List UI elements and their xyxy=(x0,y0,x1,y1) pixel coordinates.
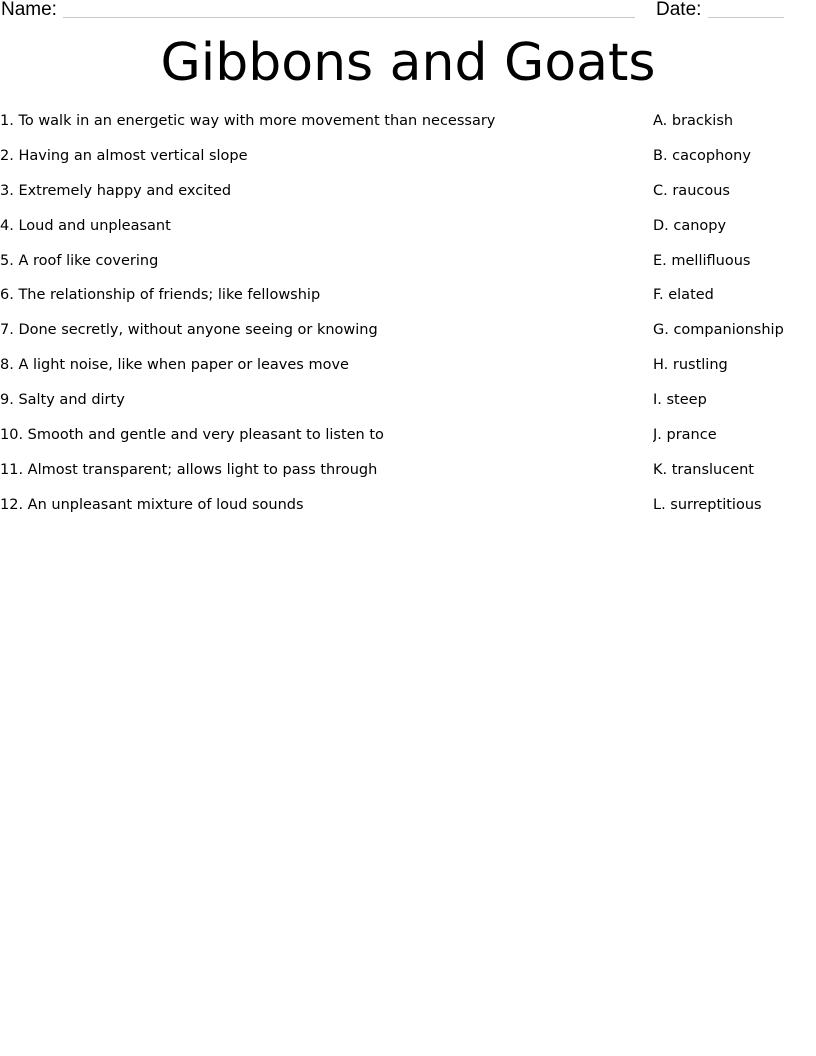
word-bank-item: A. brackish xyxy=(653,113,734,129)
word-bank-item: F. elated xyxy=(653,287,714,304)
clue-item: 12. An unpleasant mixture of loud sounds xyxy=(0,496,304,513)
header-row xyxy=(0,0,816,24)
clue-item: 6. The relationship of friends; like fellowship xyxy=(0,287,321,304)
name-field-line[interactable] xyxy=(63,17,635,18)
clue-list xyxy=(0,110,640,529)
clue-item: 5. A roof like covering xyxy=(0,252,159,269)
word-bank-item: C. raucous xyxy=(653,182,730,199)
word-bank-item: E. mellifluous xyxy=(653,252,751,269)
clue-item: 2. Having an almost vertical slope xyxy=(0,147,248,164)
word-bank-item: H. rustling xyxy=(653,357,728,374)
clue-item: 3. Extremely happy and excited xyxy=(0,182,232,199)
clue-item: 8. A light noise, like when paper or leaves move xyxy=(0,357,349,374)
date-field-line[interactable] xyxy=(708,17,784,18)
word-bank-item: J. prance xyxy=(653,427,717,444)
worksheet-title: Gibbons and Goats xyxy=(160,33,656,93)
word-bank-item: B. cacophony xyxy=(653,147,751,164)
word-bank-item: K. translucent xyxy=(653,461,754,478)
clue-item: 1. To walk in an energetic way with more movement than necessary xyxy=(0,113,496,129)
clue-item: 11. Almost transparent; allows light to pass through xyxy=(0,461,378,478)
name-label: Name: xyxy=(1,0,57,20)
word-bank-item: G. companionship xyxy=(653,322,784,339)
word-bank-item: I. steep xyxy=(653,392,707,409)
clue-item: 10. Smooth and gentle and very pleasant to listen to xyxy=(0,427,384,444)
clue-item: 9. Salty and dirty xyxy=(0,392,125,409)
clue-item: 7. Done secretly, without anyone seeing or knowing xyxy=(0,322,378,339)
date-label: Date: xyxy=(656,0,702,20)
word-bank-list xyxy=(653,110,813,529)
clue-item: 4. Loud and unpleasant xyxy=(0,217,171,234)
word-bank-item: L. surreptitious xyxy=(653,496,762,513)
word-bank-item: D. canopy xyxy=(653,217,727,234)
